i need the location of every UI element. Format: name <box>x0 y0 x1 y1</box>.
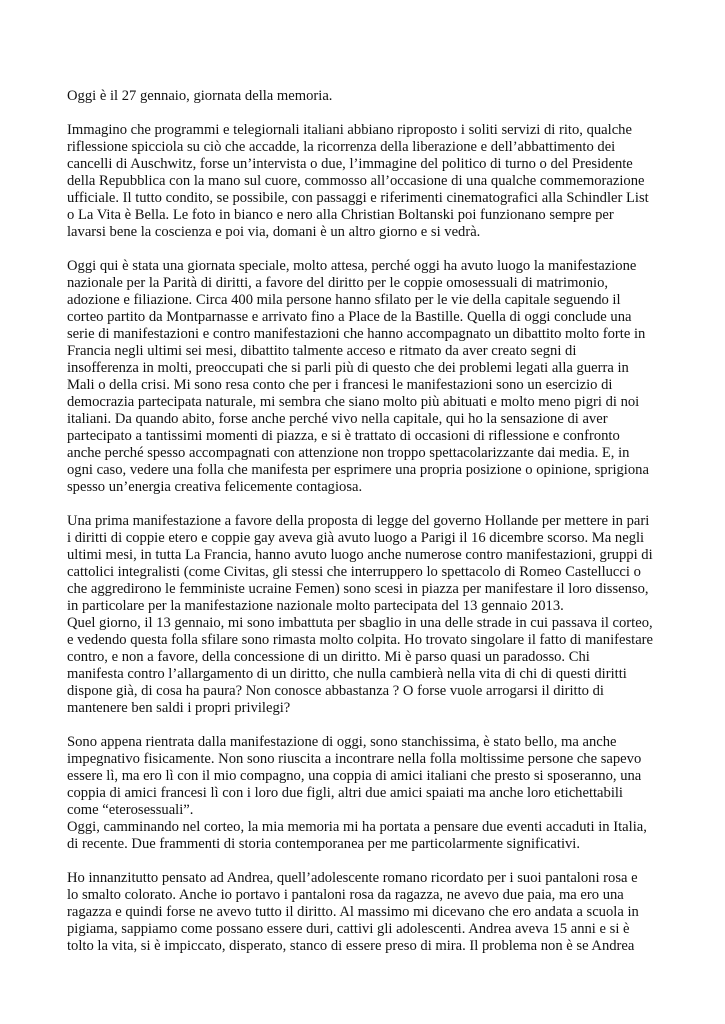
text-line: serie di manifestazioni e contro manifestazioni che hanno accompagnato un dibattito molto forte in <box>67 326 646 342</box>
text-line: cattolici integralisti (come Civitas, gli stessi che interruppero lo spettacolo di Romeo Castellucci o <box>67 564 641 580</box>
text-line: Una prima manifestazione a favore della proposta di legge del governo Hollande per mettere in pari <box>67 513 650 529</box>
text-line: adozione e filiazione. Circa 400 mila persone hanno sfilato per le vie della capitale seguendo il <box>67 292 621 308</box>
paragraph <box>67 122 667 241</box>
text-line: contro, e non a favore, della concessione di un diritto. Mi è parso quasi un paradosso. Chi <box>67 649 590 665</box>
text-line: come “eterosessuali”. <box>67 802 194 818</box>
text-line: spesso un’energia creativa felicemente contagiosa. <box>67 479 363 495</box>
text-line: partecipato a tantissimi momenti di piazza, e si è trattato di occasioni di riflessione e confronto <box>67 428 620 444</box>
text-line: Oggi è il 27 gennaio, giornata della memoria. <box>67 88 333 104</box>
text-line: cancelli di Auschwitz, forse un’intervista o due, l’immagine del politico di turno o del Presidente <box>67 156 633 172</box>
text-line: riflessione spicciola su ciò che accadde, la ricorrenza della liberazione e dell’abbattimento dei <box>67 139 616 155</box>
text-line: della Repubblica con la mano sul cuore, commosso all’occasione di una qualche commemorazione <box>67 173 645 189</box>
text-line: dispone già, di cosa ha paura? Non conosce abbastanza ? O forse vuole arrogarsi il diritto di <box>67 683 604 699</box>
paragraph <box>67 734 667 853</box>
text-line: democrazia partecipata naturale, mi sembra che siano molto più abituati e molto meno pigri di noi <box>67 394 640 410</box>
text-line: corteo partito da Montparnasse e arrivato fino a Place de la Bastille. Quella di oggi conclude una <box>67 309 632 325</box>
text-line: Mali o della crisi. Mi sono resa conto che per i francesi le manifestazioni sono un esercizio di <box>67 377 613 393</box>
text-line: mantenere ben saldi i propri privilegi? <box>67 700 291 716</box>
text-line: Sono appena rientrata dalla manifestazione di oggi, sono stanchissima, è stato bello, ma anche <box>67 734 617 750</box>
paragraph-gap <box>67 496 667 513</box>
text-line: Oggi, camminando nel corteo, la mia memoria mi ha portata a pensare due eventi accaduti in Italia, <box>67 819 647 835</box>
paragraph <box>67 513 667 717</box>
text-line: anche perché spesso accompagnati con attenzione non troppo spettacolarizzante dai media. E, in <box>67 445 630 461</box>
text-line: tolto la vita, si è impiccato, disperato, stanco di essere preso di mira. Il problema non è se Andrea <box>67 938 635 954</box>
text-line: italiani. Da quando abito, forse anche perché vivo nella capitale, qui ho la sensazione di aver <box>67 411 608 427</box>
text-line: i diritti di coppie etero e coppie gay aveva già avuto luogo a Parigi il 16 dicembre scorso. Ma negli <box>67 530 645 546</box>
text-line: Francia negli ultimi sei mesi, dibattito talmente acceso e ritmato da aver creato segni di <box>67 343 577 359</box>
paragraph-gap <box>67 853 667 870</box>
paragraph-gap <box>67 717 667 734</box>
text-line: essere lì, ma ero lì con il mio compagno, una coppia di amici italiani che presto si sposeranno, una <box>67 768 642 784</box>
text-line: lo smalto colorato. Anche io portavo i pantaloni rosa da ragazza, ne avevo due paia, ma ero una <box>67 887 624 903</box>
text-line: Immagino che programmi e telegiornali italiani abbiano riproposto i soliti servizi di rito, qualche <box>67 122 632 138</box>
text-line: Quel giorno, il 13 gennaio, mi sono imbattuta per sbaglio in una delle strade in cui passava il corteo, <box>67 615 653 631</box>
text-line: lavarsi bene la coscienza e poi via, domani è un altro giorno e si vedrà. <box>67 224 481 240</box>
text-line: in particolare per la manifestazione nazionale molto partecipata del 13 gennaio 2013. <box>67 598 564 614</box>
text-line: ragazza e quindi forse ne avevo tutto il diritto. Al massimo mi dicevano che ero andata a scuola in <box>67 904 639 920</box>
text-line: nazionale per la Parità di diritti, a favore del diritto per le coppie omosessuali di matrimonio, <box>67 275 609 291</box>
text-line: impegnativo fisicamente. Non sono riuscita a incontrare nella folla moltissime persone che sapevo <box>67 751 642 767</box>
text-line: di recente. Due frammenti di storia contemporanea per me particolarmente significativi. <box>67 836 581 852</box>
text-line: o La Vita è Bella. Le foto in bianco e nero alla Christian Boltanski poi funzionano sempre per <box>67 207 614 223</box>
text-line: ogni caso, vedere una folla che manifesta per esprimere una propria posizione o opinione, sprigiona <box>67 462 649 478</box>
text-line: insofferenza in molti, preoccupati che si parli più di questo che dei problemi legati alla guerra in <box>67 360 629 376</box>
paragraph <box>67 258 667 496</box>
text-line: ufficiale. Il tutto condito, se possibile, con passaggi e riferimenti cinematografici alla Schindler List <box>67 190 649 206</box>
paragraph <box>67 88 667 105</box>
paragraph-gap <box>67 241 667 258</box>
text-line: pigiama, sappiamo come possano essere duri, cattivi gli adolescenti. Andrea aveva 15 anni e si è <box>67 921 630 937</box>
text-line: coppia di amici francesi lì con i loro due figli, altri due amici spaiati ma anche loro etichettabili <box>67 785 623 801</box>
body-text <box>67 88 667 955</box>
text-line: Ho innanzitutto pensato ad Andrea, quell’adolescente romano ricordato per i suoi pantaloni rosa e <box>67 870 638 886</box>
text-line: che aggredirono le femministe ucraine Femen) sono scesi in piazza per manifestare il loro dissenso, <box>67 581 649 597</box>
text-line: Oggi qui è stata una giornata speciale, molto attesa, perché oggi ha avuto luogo la manifestazione <box>67 258 637 274</box>
paragraph <box>67 870 667 955</box>
text-line: e vedendo questa folla sfilare sono rimasta molto colpita. Ho trovato singolare il fatto di manifestare <box>67 632 654 648</box>
text-line: manifesta contro l’allargamento di un diritto, che nulla cambierà nella vita di chi di questi diritti <box>67 666 627 682</box>
text-line: ultimi mesi, in tutta La Francia, hanno avuto luogo anche numerose contro manifestazioni, gruppi di <box>67 547 653 563</box>
paragraph-gap <box>67 105 667 122</box>
